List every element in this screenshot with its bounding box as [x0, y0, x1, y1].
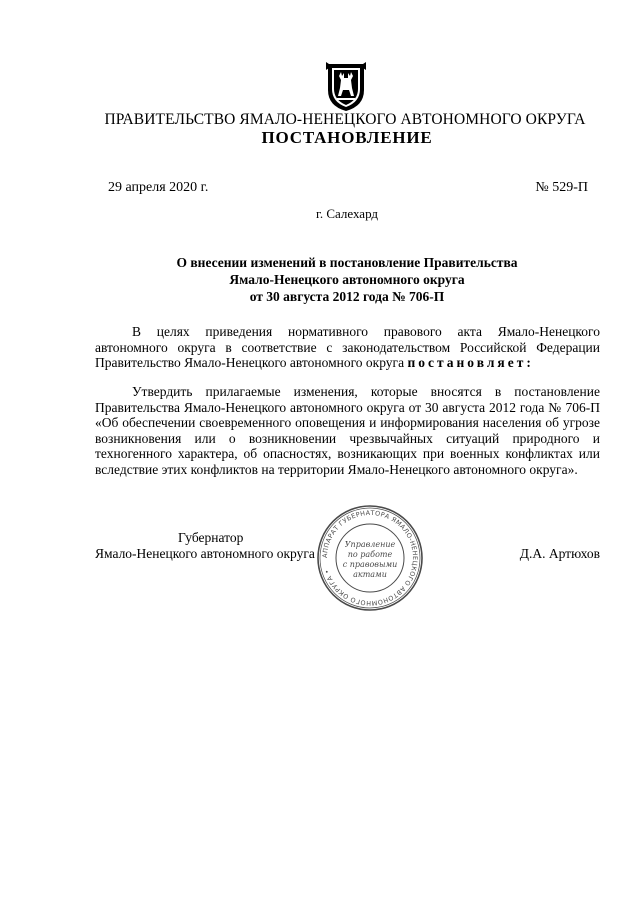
document-number: № 529-П	[535, 180, 588, 195]
signatory-name: Д.А. Артюхов	[519, 546, 600, 561]
decrees-word: постановляет:	[407, 355, 534, 370]
preamble-paragraph	[95, 324, 600, 371]
document-title	[0, 254, 640, 305]
signatory-organization: Ямало-Ненецкого автономного округа	[95, 546, 315, 561]
seal-center-line-3: с правовыми	[342, 560, 398, 569]
document-city: г. Салехард	[315, 206, 379, 221]
title-line-1: О внесении изменений в постановление Правительства	[176, 255, 518, 270]
title-line-2: Ямало-Ненецкого автономного округа	[229, 272, 465, 287]
coat-of-arms-emblem	[324, 62, 368, 112]
document-type: ПОСТАНОВЛЕНИЕ	[261, 128, 433, 147]
official-seal-stamp	[315, 503, 425, 613]
seal-center-line-4: актами	[353, 570, 387, 579]
resolution-paragraph: Утвердить прилагаемые изменения, которые вносятся в постановление Правительства Ямало-Ненецкого автономного округа от 30 августа 2012 года № 706-П «Об обеспечении своевременного оповещения и информирования населения об угрозе возникновения или о возникновении чрезвычайных ситуаций природного и техногенного характера, об опасностях, возникающих при военных конфликтах или вследствие этих конфликтов на территории Ямало-Ненецкого автономного округа».	[95, 384, 600, 477]
signatory-title: Губернатор	[178, 530, 244, 545]
organization-header: ПРАВИТЕЛЬСТВО ЯМАЛО-НЕНЕЦКОГО АВТОНОМНОГО ОКРУГА	[104, 111, 586, 128]
preamble-text: В целях приведения нормативного правового акта Ямало-Ненецкого автономного округа в соответствие с законодательством Российской Федерации Правительство Ямало-Ненецкого автономного округа	[95, 324, 600, 370]
title-line-3: от 30 августа 2012 года № 706-П	[249, 289, 445, 304]
seal-center-line-2: по работе	[347, 550, 393, 559]
seal-center-line-1: Управление	[344, 540, 396, 549]
document-date: 29 апреля 2020 г.	[108, 180, 209, 195]
seal-ring-text: АППАРАТ ГУБЕРНАТОРА ЯМАЛО-НЕНЕЦКОГО АВТОНОМНОГО ОКРУГА •	[320, 508, 420, 608]
